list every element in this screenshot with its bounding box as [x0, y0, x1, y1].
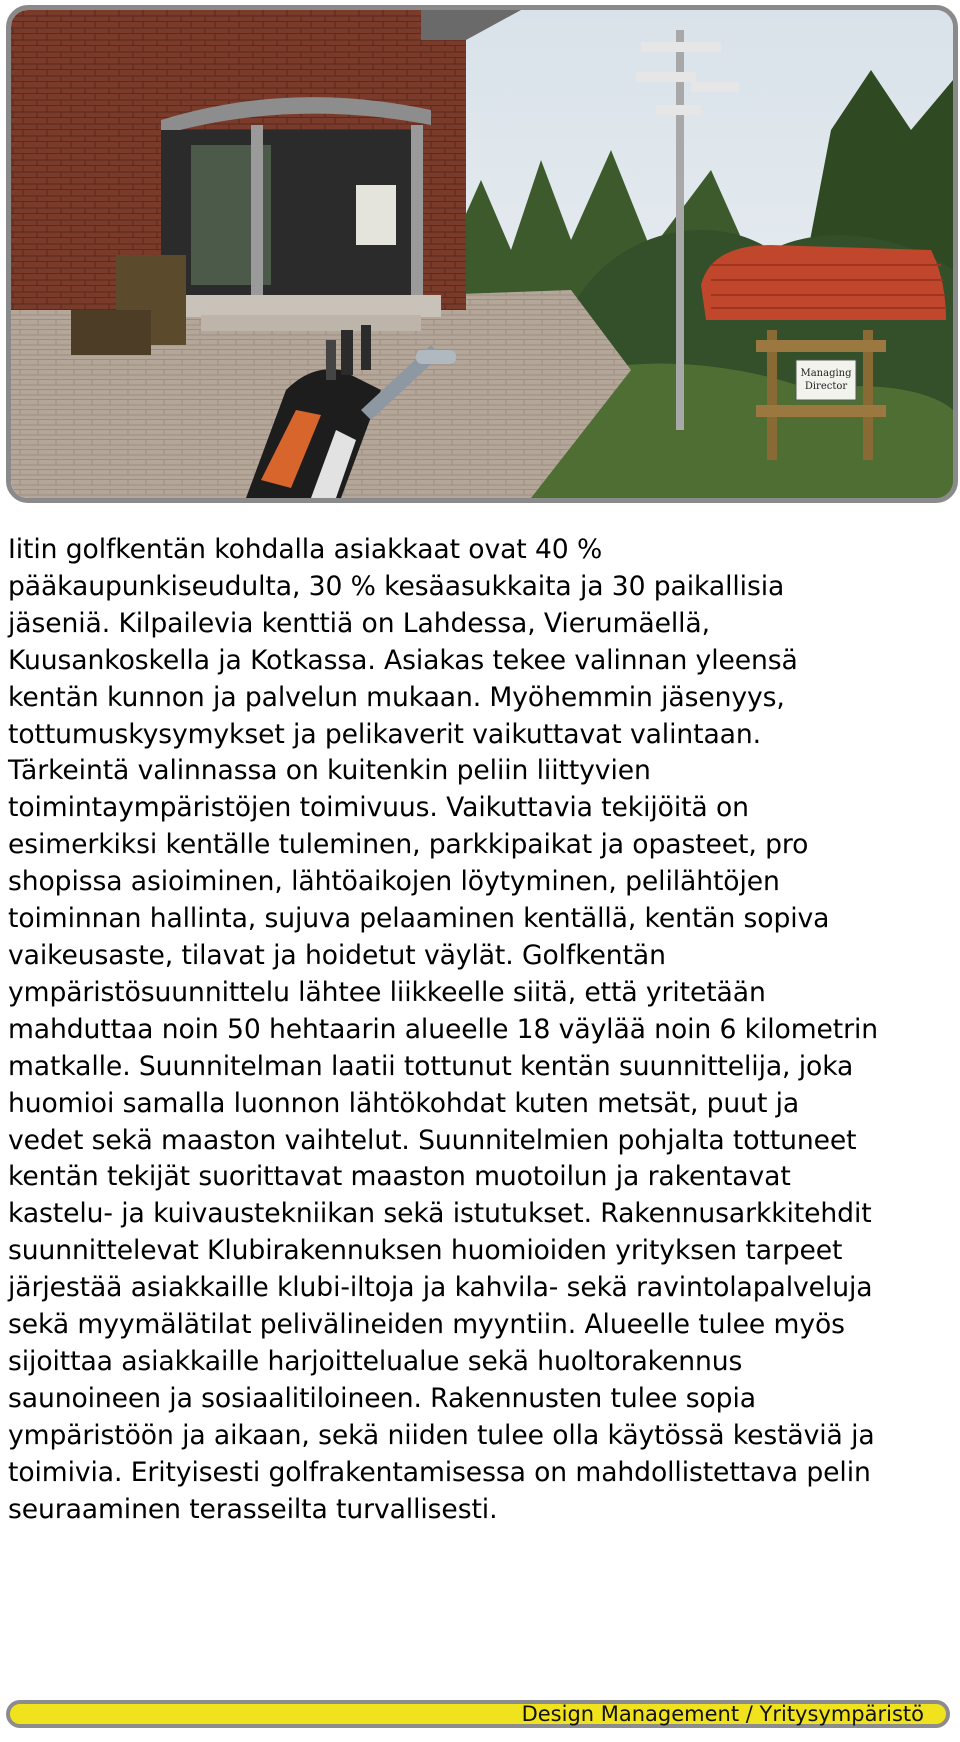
footer-label: Design Management / Yritysympäristö: [521, 1702, 924, 1726]
managing-director-sign-line2: Director: [804, 381, 848, 392]
body-paragraph: Iitin golfkentän kohdalla asiakkaat ovat 40 % pääkaupunkiseudulta, 30 % kesäasukkaita ja 30 paikallisia jäseniä. Kilpailevia kenttiä on Lahdessa, Vierumäellä, Kuusankoskella ja Kotkassa. Asiakas tekee valinnan yleensä kentän kunnon ja palvelun mukaan. Myöhemmin jäsenyys, tottumuskysymykset ja pelikaverit vaikuttavat valintaan. Tärkeintä valinnassa on kuitenkin peliin liittyvien toimintaympäristöjen toimivuus. Vaikuttavia tekijöitä on esimerkiksi kentälle tuleminen, parkkipaikat ja opasteet, pro shopissa asioiminen, lähtöaikojen löytyminen, pelilähtöjen toiminnan hallinta, sujuva pelaaminen kentällä, kentän sopiva vaikeusaste, tilavat ja hoidetut väylät. Golfkentän ympäristösuunnittelu lähtee liikkeelle siitä, että yritetään mahduttaa noin 50 hehtaarin alueelle 18 väylää noin 6 kilometrin matkalle. Suunnitelman laatii tottunut kentän suunnittelija, joka huomioi samalla luonnon lähtökohdat kuten metsät, puut ja vedet sekä maaston vaihtelut. Suunnitelmien pohjalta tottuneet kentän tekijät suorittavat maaston muotoilun ja rakentavat kastelu- ja kuivaustekniikan sekä istutukset. Rakennusarkkitehdit suunnittelevat Klubirakennuksen huomioiden yrityksen tarpeet järjestää asiakkaille klubi-iltoja ja kahvila- sekä ravintolapalveluja sekä myymälätilat pelivälineiden myyntiin. Alueelle tulee myös sijoittaa asiakkaille harjoittelualue sekä huoltorakennus saunoineen ja sosiaalitiloineen. Rakennusten tulee sopia ympäristöön ja aikaan, sekä niiden tulee olla käytössä kestäviä ja toimivia. Erityisesti golfrakentamisessa on mahdollistettava pelin seuraaminen terasseilta turvallisesti.: [8, 534, 878, 1525]
golf-clubhouse-photo: [6, 5, 958, 503]
managing-director-sign: Managing: [800, 368, 852, 379]
photo-illustration: [11, 10, 953, 498]
footer-bar: [6, 1700, 950, 1728]
